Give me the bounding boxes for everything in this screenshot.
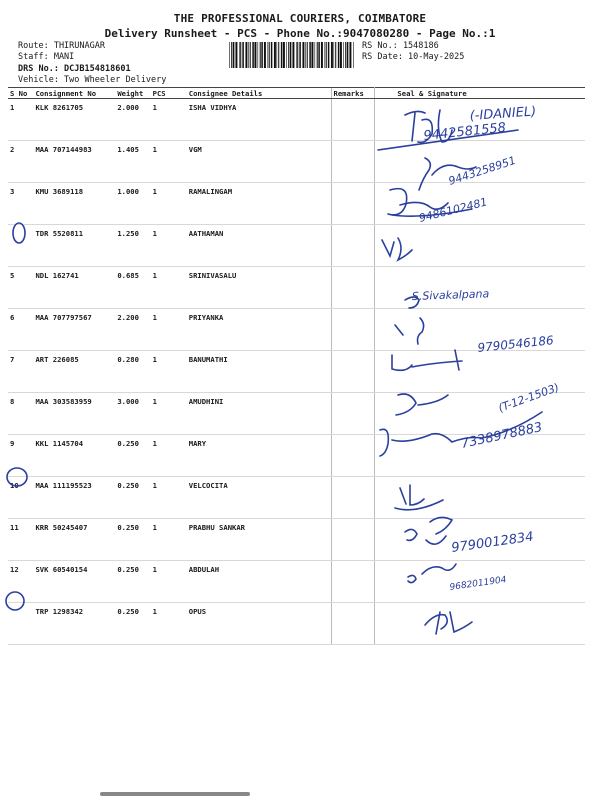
- barcode-bar: [326, 42, 327, 68]
- table-row: [8, 351, 585, 393]
- barcode-bar: [261, 42, 263, 68]
- row-weight: 1.405: [115, 141, 150, 183]
- row-consignment-no: MAA 111195523: [33, 477, 115, 519]
- note-phone-6: 9790012834: [450, 529, 535, 556]
- row-signature-cell: [375, 225, 585, 267]
- col-pcs: PCS: [151, 88, 183, 99]
- row-consignment-no: KRR 50245407: [33, 519, 115, 561]
- barcode-image: [229, 42, 356, 68]
- row-consignment-no: MAA 303583959: [33, 393, 115, 435]
- barcode-bar: [292, 42, 294, 68]
- row-weight: 0.250: [115, 603, 150, 645]
- barcode-bar: [252, 42, 254, 68]
- note-phone-7: 9682011904: [449, 575, 508, 593]
- vehicle-label: Vehicle: Two Wheeler Delivery: [18, 75, 167, 85]
- row-pcs: 1: [151, 309, 183, 351]
- barcode-bar: [307, 42, 308, 68]
- row-signature-cell: [375, 141, 585, 183]
- row-consignment-no: KKL 1145704: [33, 435, 115, 477]
- row-weight: 0.250: [115, 435, 150, 477]
- table-row: [8, 141, 585, 183]
- barcode-bar: [335, 42, 336, 68]
- row-consignment-no: TRP 1298342: [33, 603, 115, 645]
- note-code: (T-12-1503): [496, 380, 561, 415]
- barcode-bar: [347, 42, 349, 68]
- barcode-bar: [254, 42, 256, 68]
- row-consignee: VELCOCITA: [183, 477, 331, 519]
- table-row: [8, 603, 585, 645]
- barcode-bar: [345, 42, 346, 68]
- row-sno: 12: [8, 561, 33, 603]
- barcode-bar: [317, 42, 318, 68]
- row-pcs: 1: [151, 477, 183, 519]
- row-sno: 1: [8, 99, 33, 141]
- row-sno: 3: [8, 183, 33, 225]
- row-remarks: [331, 99, 375, 141]
- row-signature-cell: [375, 477, 585, 519]
- row-consignee: ABDULAH: [183, 561, 331, 603]
- row-consignee: PRABHU SANKAR: [183, 519, 331, 561]
- barcode-bar: [269, 42, 270, 68]
- barcode-bar: [328, 42, 330, 68]
- row-weight: 0.250: [115, 519, 150, 561]
- row-consignment-no: TDR 5520811: [33, 225, 115, 267]
- table-row: [8, 561, 585, 603]
- note-phone-3: 9486102481: [417, 195, 489, 225]
- barcode-bar: [288, 42, 289, 68]
- note-phone-1: 9442581558: [422, 120, 507, 144]
- col-signature: Seal & Signature: [375, 88, 585, 99]
- barcode-bar: [242, 42, 244, 68]
- row-signature-cell: [375, 267, 585, 309]
- barcode-bar: [283, 42, 285, 68]
- rs-date: RS Date: 10-May-2025: [362, 52, 465, 62]
- col-weight: Weight: [115, 88, 150, 99]
- table-header-row: [8, 88, 585, 99]
- row-remarks: [331, 603, 375, 645]
- row-pcs: 1: [151, 267, 183, 309]
- row-remarks: [331, 477, 375, 519]
- row-pcs: 1: [151, 351, 183, 393]
- barcode-bar: [229, 42, 230, 68]
- row-sno: 7: [8, 351, 33, 393]
- row-pcs: 1: [151, 435, 183, 477]
- table-row: [8, 435, 585, 477]
- row-remarks: [331, 309, 375, 351]
- barcode-bar: [286, 42, 287, 68]
- barcode-bar: [311, 42, 313, 68]
- barcode-bar: [277, 42, 278, 68]
- row-consignee: PRIYANKA: [183, 309, 331, 351]
- row-sno: [8, 225, 33, 267]
- row-sno: 8: [8, 393, 33, 435]
- barcode-bar: [260, 42, 261, 68]
- row-signature-cell: [375, 519, 585, 561]
- row-weight: 0.685: [115, 267, 150, 309]
- route-label: Route: THIRUNAGAR: [18, 41, 105, 51]
- row-weight: 1.250: [115, 225, 150, 267]
- row-consignee: VGM: [183, 141, 331, 183]
- rs-number: RS No.: 1548186: [362, 41, 439, 51]
- barcode-bar: [264, 42, 266, 68]
- row-consignment-no: ART 226085: [33, 351, 115, 393]
- barcode-bar: [297, 42, 298, 68]
- note-phone-2: 9443258951: [446, 153, 518, 188]
- staff-label: Staff: MANI: [18, 52, 75, 62]
- barcode-bar: [334, 42, 335, 68]
- table-row: [8, 99, 585, 141]
- row-signature-cell: [375, 435, 585, 477]
- barcode-bar: [296, 42, 297, 68]
- row-pcs: 1: [151, 183, 183, 225]
- row-remarks: [331, 225, 375, 267]
- row-sno: 6: [8, 309, 33, 351]
- row-weight: 0.250: [115, 477, 150, 519]
- row-signature-cell: [375, 183, 585, 225]
- row-remarks: [331, 351, 375, 393]
- row-weight: 0.250: [115, 561, 150, 603]
- row-signature-cell: [375, 561, 585, 603]
- row-remarks: [331, 267, 375, 309]
- row-pcs: 1: [151, 225, 183, 267]
- row-remarks: [331, 183, 375, 225]
- barcode-bar: [248, 42, 249, 68]
- runsheet-subtitle: Delivery Runsheet - PCS - Phone No.:9047080280 - Page No.:1: [104, 27, 496, 40]
- row-remarks: [331, 435, 375, 477]
- row-consignee: ISHA VIDHYA: [183, 99, 331, 141]
- row-signature-cell: [375, 99, 585, 141]
- barcode-bar: [331, 42, 333, 68]
- table-row: [8, 519, 585, 561]
- note-name-sivakalpana: S.Sivakalpana: [411, 287, 490, 303]
- barcode-bar: [235, 42, 237, 68]
- barcode-bar: [321, 42, 323, 68]
- row-pcs: 1: [151, 561, 183, 603]
- row-consignee: AMUDHINI: [183, 393, 331, 435]
- row-remarks: [331, 561, 375, 603]
- table-row: [8, 267, 585, 309]
- row-pcs: 1: [151, 141, 183, 183]
- row-signature-cell: [375, 309, 585, 351]
- barcode-bar: [245, 42, 247, 68]
- row-weight: 2.000: [115, 99, 150, 141]
- row-consignee: AATHAMAN: [183, 225, 331, 267]
- runsheet-title: THE PROFESSIONAL COURIERS, COIMBATORE: [173, 12, 427, 25]
- row-signature-cell: [375, 393, 585, 435]
- row-sno: 10: [8, 477, 33, 519]
- col-consignment: Consignment No: [33, 88, 115, 99]
- row-consignee: OPUS: [183, 603, 331, 645]
- barcode-bar: [271, 42, 273, 68]
- table-row: [8, 477, 585, 519]
- row-consignment-no: MAA 707144983: [33, 141, 115, 183]
- row-consignment-no: MAA 707797567: [33, 309, 115, 351]
- row-sno: 9: [8, 435, 33, 477]
- barcode-bar: [274, 42, 276, 68]
- row-consignee: RAMALINGAM: [183, 183, 331, 225]
- row-consignment-no: KLK 8261705: [33, 99, 115, 141]
- row-pcs: 1: [151, 519, 183, 561]
- row-consignment-no: SVK 60540154: [33, 561, 115, 603]
- row-weight: 0.280: [115, 351, 150, 393]
- table-row: [8, 309, 585, 351]
- row-consignment-no: NDL 162741: [33, 267, 115, 309]
- delivery-table: [8, 87, 585, 645]
- barcode-bar: [349, 42, 351, 68]
- row-remarks: [331, 519, 375, 561]
- row-pcs: 1: [151, 393, 183, 435]
- row-remarks: [331, 393, 375, 435]
- barcode-bar: [281, 42, 283, 68]
- barcode-bar: [343, 42, 344, 68]
- table-row: [8, 183, 585, 225]
- row-sno: [8, 603, 33, 645]
- barcode-bar: [250, 42, 251, 68]
- row-sno: 5: [8, 267, 33, 309]
- row-consignee: MARY: [183, 435, 331, 477]
- row-signature-cell: [375, 603, 585, 645]
- barcode-bar: [240, 42, 241, 68]
- barcode-bar: [318, 42, 320, 68]
- barcode-bar: [309, 42, 311, 68]
- col-remarks: Remarks: [331, 88, 375, 99]
- row-signature-cell: [375, 351, 585, 393]
- barcode-bar: [299, 42, 301, 68]
- barcode-bar: [258, 42, 259, 68]
- note-phone-4: 9790546186: [476, 333, 555, 355]
- barcode-bar: [268, 42, 269, 68]
- table-row: [8, 225, 585, 267]
- barcode-bar: [278, 42, 279, 68]
- row-consignee: SRINIVASALU: [183, 267, 331, 309]
- drs-number: DRS No.: DCJB154818601: [18, 64, 131, 74]
- footer-smudge: [100, 792, 250, 796]
- barcode-bar: [353, 42, 354, 68]
- row-weight: 1.000: [115, 183, 150, 225]
- row-sno: 11: [8, 519, 33, 561]
- barcode-bar: [290, 42, 292, 68]
- note-daniel: (-IDANIEL): [469, 104, 537, 124]
- table-row: [8, 393, 585, 435]
- row-consignment-no: KMU 3689118: [33, 183, 115, 225]
- row-remarks: [331, 141, 375, 183]
- note-phone-5: 7338978883: [459, 420, 544, 452]
- row-weight: 3.000: [115, 393, 150, 435]
- barcode-bar: [233, 42, 235, 68]
- barcode-bar: [302, 42, 304, 68]
- barcode-bar: [340, 42, 342, 68]
- barcode-bar: [315, 42, 316, 68]
- row-pcs: 1: [151, 603, 183, 645]
- row-pcs: 1: [151, 99, 183, 141]
- col-sno: S No: [8, 88, 33, 99]
- barcode-bar: [325, 42, 326, 68]
- col-consignee: Consignee Details: [183, 88, 331, 99]
- row-sno: 2: [8, 141, 33, 183]
- barcode-bar: [231, 42, 232, 68]
- barcode-bar: [338, 42, 340, 68]
- row-weight: 2.200: [115, 309, 150, 351]
- row-consignee: BANUMATHI: [183, 351, 331, 393]
- barcode-bar: [305, 42, 306, 68]
- barcode-bar: [239, 42, 240, 68]
